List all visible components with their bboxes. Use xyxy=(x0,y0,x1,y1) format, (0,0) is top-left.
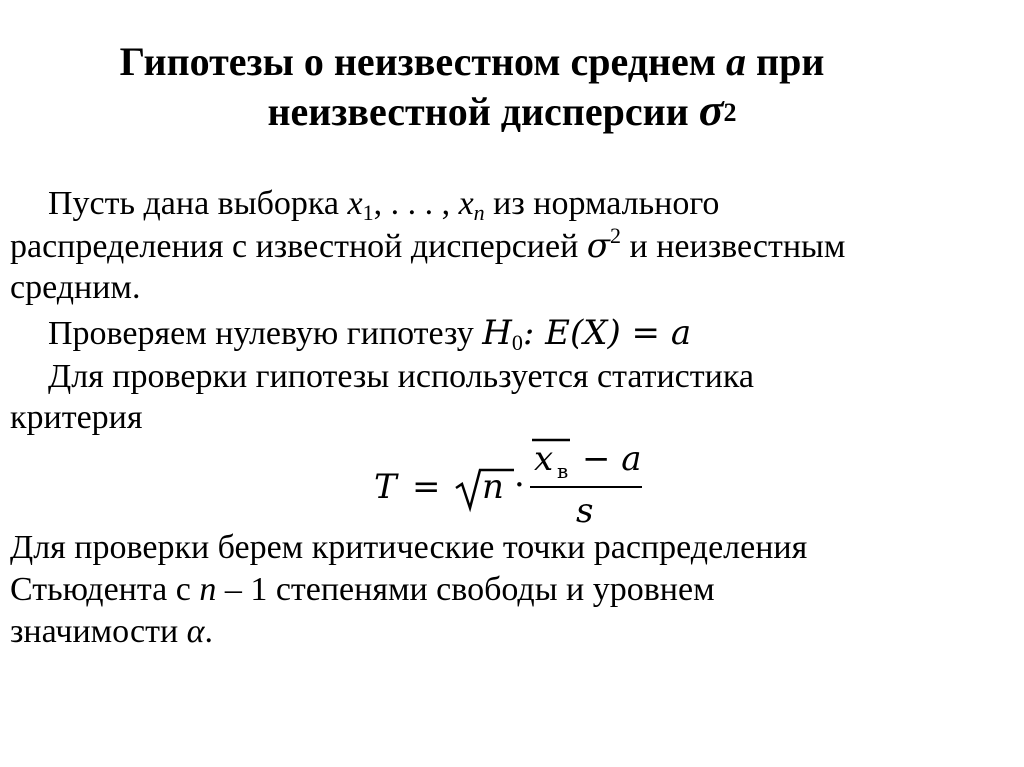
var-x1: x xyxy=(347,185,363,222)
title-text-2: неизвестной дисперсии xyxy=(267,89,699,134)
var-sigma-sup: 2 xyxy=(610,223,622,248)
para4-text-b: – 1 степенями свободы и уровнем xyxy=(216,571,715,608)
formula-minus-a: − a xyxy=(582,439,642,479)
var-H-sub: 0 xyxy=(511,330,523,355)
para3-line1: Для проверки гипотезы используется статистика xyxy=(48,358,754,395)
formula-T: T xyxy=(374,467,397,507)
var-xn-sub: n xyxy=(473,200,485,225)
formula-x-sub: в xyxy=(557,459,569,483)
var-sigma: σ xyxy=(586,226,611,266)
formula-svg xyxy=(372,432,662,532)
para2-line xyxy=(48,313,691,354)
para1-line3: средним. xyxy=(10,269,141,306)
var-x1-sub: 1 xyxy=(362,200,374,225)
var-alpha: α xyxy=(186,613,205,650)
para4-line2 xyxy=(10,570,715,610)
slide-title-line-1 xyxy=(0,38,944,86)
var-n: n xyxy=(199,571,217,608)
t-statistic-formula xyxy=(372,432,662,532)
formula-n: n xyxy=(482,467,504,507)
para3-line2: критерия xyxy=(10,399,143,436)
title-text-suffix: при xyxy=(746,39,825,84)
title-sigma: σ xyxy=(698,84,724,135)
title-sigma-sup: 2 xyxy=(723,98,737,127)
para4-period: . xyxy=(204,613,214,650)
var-xn: x xyxy=(458,185,474,222)
formula-x: x xyxy=(534,439,554,479)
formula-eq: = xyxy=(412,467,441,507)
title-text: Гипотезы о неизвестном среднем xyxy=(119,39,727,84)
var-H: H xyxy=(482,313,512,353)
para1-line2 xyxy=(10,223,846,267)
para2-text: Проверяем нулевую гипотезу xyxy=(48,315,483,352)
para1-text-b: из нормального xyxy=(484,185,720,222)
para1-text-d: и неизвестным xyxy=(621,228,846,265)
null-hypothesis-expr: : E(X) = a xyxy=(522,313,692,353)
ellipsis: , . . . , xyxy=(373,185,459,222)
para1-text-c: распределения с известной дисперсией xyxy=(10,228,587,265)
para4-text-a: Стьюдента с xyxy=(10,571,200,608)
para4-line3 xyxy=(10,612,213,652)
para4-text-c: значимости xyxy=(10,613,187,650)
para1-text-a: Пусть дана выборка xyxy=(48,185,348,222)
para1-line1 xyxy=(48,184,719,224)
slide-title-line-2 xyxy=(30,86,974,136)
para4-line1: Для проверки берем критические точки распределения xyxy=(10,529,808,566)
title-var-a: a xyxy=(726,39,747,84)
formula-s: s xyxy=(576,491,594,531)
formula-dot: · xyxy=(514,465,525,505)
